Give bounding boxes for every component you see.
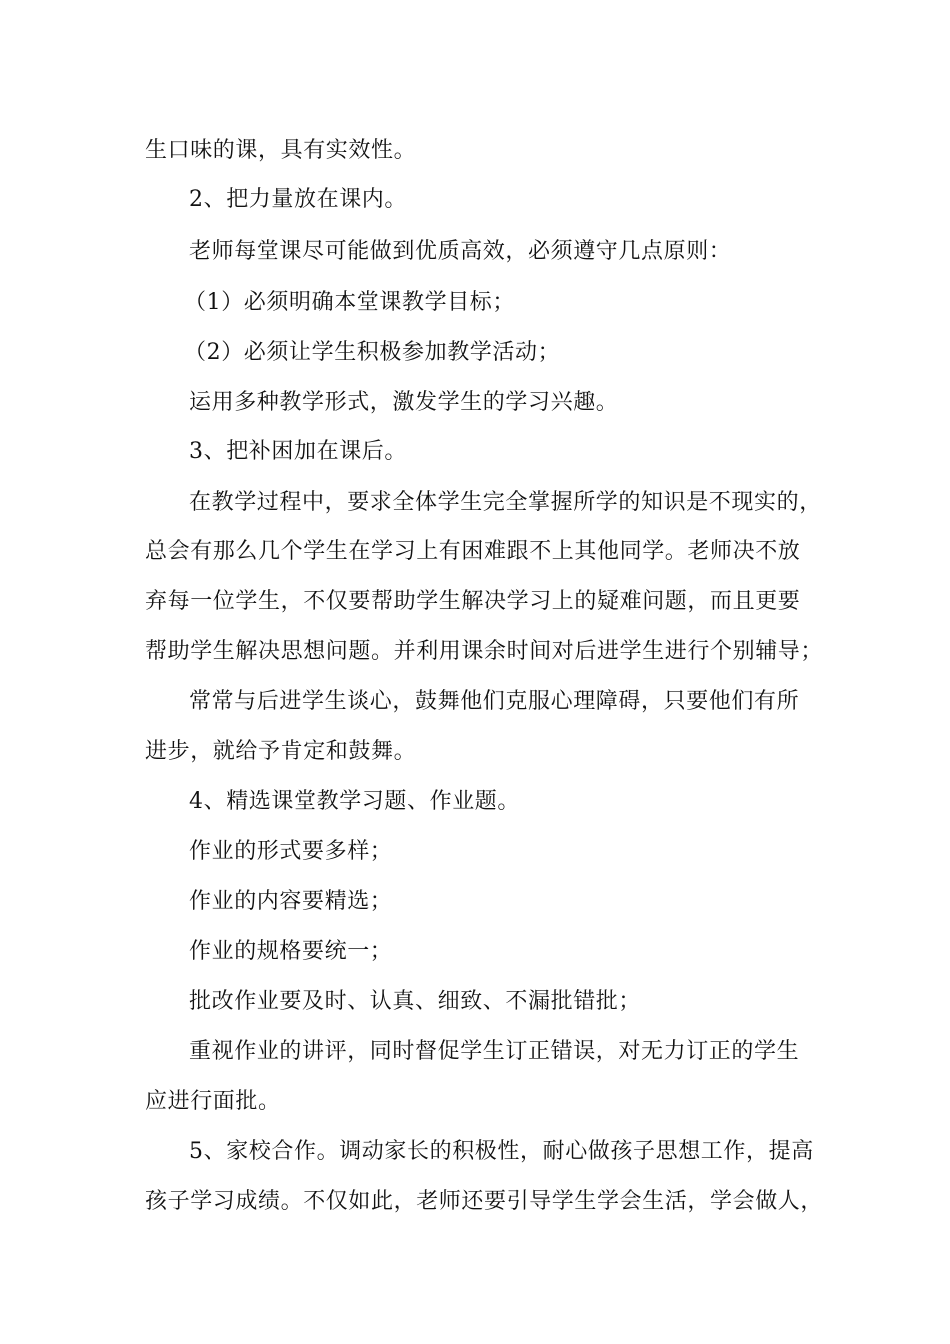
text-line: 作业的形式要多样； [189, 839, 393, 864]
text-line: 老师每堂课尽可能做到优质高效，必须遵守几点原则： [189, 239, 732, 264]
text-line: （2）必须让学生积极参加教学活动； [184, 340, 561, 365]
text-line: 重视作业的讲评，同时督促学生订正错误，对无力订正的学生 [189, 1039, 800, 1064]
text-line: 在教学过程中，要求全体学生完全掌握所学的知识是不现实的， [189, 490, 822, 515]
text-line: 作业的规格要统一； [189, 939, 393, 964]
text-line: 运用多种教学形式，激发学生的学习兴趣。 [189, 390, 619, 415]
text-line: 批改作业要及时、认真、细致、不漏批错批； [189, 989, 642, 1014]
text-line: 作业的内容要精选； [189, 889, 393, 914]
text-line: 5、家校合作。调动家长的积极性，耐心做孩子思想工作，提高 [189, 1139, 814, 1164]
text-line: 4、精选课堂教学习题、作业题。 [189, 789, 520, 814]
text-line: 3、把补困加在课后。 [189, 439, 407, 464]
text-line: 常常与后进学生谈心，鼓舞他们克服心理障碍，只要他们有所 [189, 689, 800, 714]
text-line: 生口味的课，具有实效性。 [145, 138, 417, 163]
text-line: 帮助学生解决思想问题。并利用课余时间对后进学生进行个别辅导； [145, 639, 824, 664]
text-line: （1）必须明确本堂课教学目标； [184, 290, 515, 315]
text-line: 弃每一位学生，不仅要帮助学生解决学习上的疑难问题，而且更要 [145, 589, 801, 614]
text-line: 2、把力量放在课内。 [189, 187, 407, 212]
text-line: 应进行面批。 [145, 1089, 281, 1114]
text-line: 孩子学习成绩。不仅如此，老师还要引导学生学会生活，学会做人， [145, 1189, 824, 1214]
text-line: 进步，就给予肯定和鼓舞。 [145, 739, 417, 764]
text-line: 总会有那么几个学生在学习上有困难跟不上其他同学。老师决不放 [145, 539, 801, 564]
